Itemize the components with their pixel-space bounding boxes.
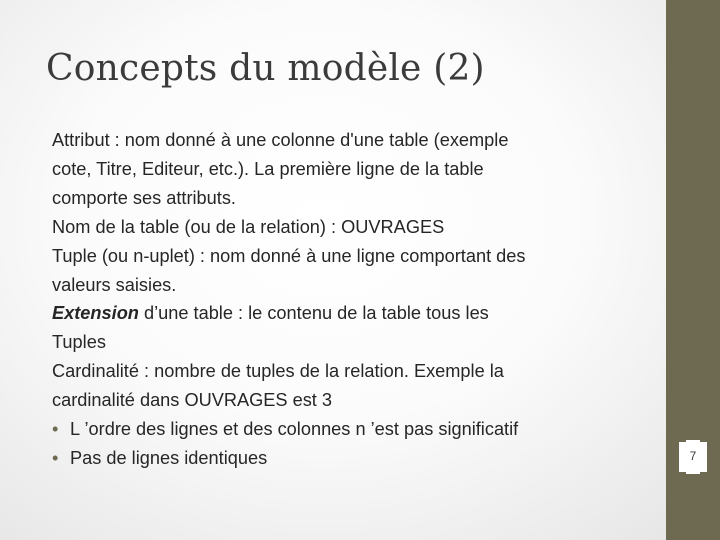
body-line: valeurs saisies. — [52, 274, 177, 295]
bullet-item — [52, 415, 652, 444]
bullet-item — [52, 444, 652, 473]
body-line: Tuples — [52, 332, 106, 353]
body-line: cardinalité dans OUVRAGES est 3 — [52, 390, 333, 411]
body-line: Cardinalité : nombre de tuples de la relation. Exemple la — [52, 361, 504, 382]
body-line: Nom de la table (ou de la relation) : OUVRAGES — [52, 216, 445, 237]
body-line: cote, Titre, Editeur, etc.). La première ligne de la table — [52, 158, 484, 179]
bullet-text: Pas de lignes identiques — [70, 447, 268, 468]
extension-line — [52, 299, 652, 328]
slide-body — [52, 126, 652, 473]
page-number-box — [677, 440, 709, 474]
extension-definition: d’une table : le contenu de la table tous les — [138, 303, 489, 324]
body-line: Tuple (ou n-uplet) : nom donné à une ligne comportant des — [52, 245, 526, 266]
page-number: 7 — [689, 449, 697, 463]
slide-title: Concepts du modèle (2) — [46, 48, 485, 89]
bullet-marker: • — [52, 447, 59, 468]
body-line: Attribut : nom donné à une colonne d'une table (exemple — [52, 130, 509, 150]
body-line: comporte ses attributs. — [52, 187, 236, 208]
bullet-text: L ’ordre des lignes et des colonnes n ’est pas significatif — [70, 419, 519, 440]
extension-term: Extension — [52, 303, 139, 324]
bullet-marker: • — [52, 419, 59, 440]
